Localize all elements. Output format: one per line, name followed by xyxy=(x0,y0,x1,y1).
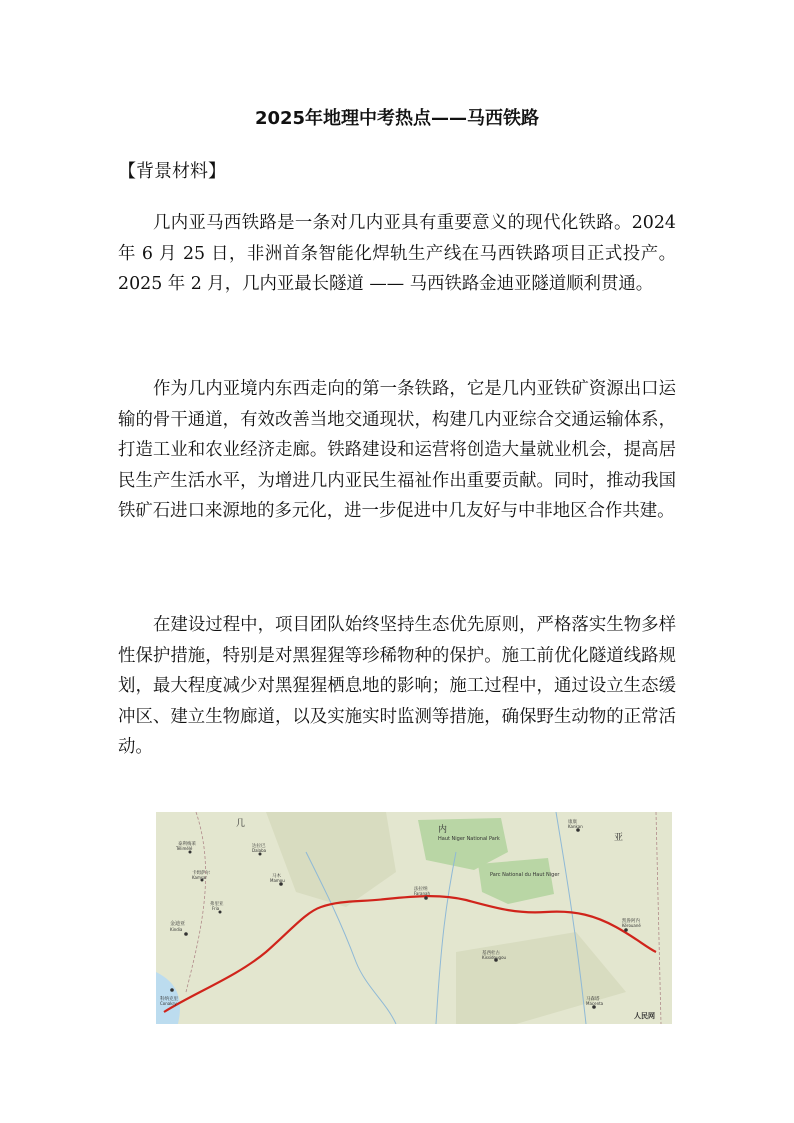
svg-text:Fria: Fria xyxy=(212,906,220,911)
svg-text:Kindia: Kindia xyxy=(170,927,183,932)
svg-text:弗里亚: 弗里亚 xyxy=(210,902,224,907)
svg-text:金迪亚: 金迪亚 xyxy=(170,921,186,927)
park-label: Haut Niger National Park xyxy=(438,836,500,842)
svg-text:马木: 马木 xyxy=(272,874,281,879)
park-label: Parc National du Haut Niger xyxy=(490,872,560,878)
svg-text:法拉纳: 法拉纳 xyxy=(414,887,428,892)
country-char: 几 xyxy=(236,819,246,829)
watermark-logo: 人民网 xyxy=(634,1012,655,1020)
svg-text:Dalaba: Dalaba xyxy=(252,848,267,853)
section-heading: 【背景材料】 xyxy=(118,161,226,182)
svg-text:Faranah: Faranah xyxy=(414,891,431,896)
svg-text:卡姆萨尔: 卡姆萨尔 xyxy=(192,871,210,876)
paragraph-1: 几内亚马西铁路是一条对几内亚具有重要意义的现代化铁路。2024 年 6 月 25 日，非洲首条智能化焊轨生产线在马西铁路项目正式投产。2025 年 2 月，几内亚最长隧道 —— 马西铁路金迪亚隧道顺利贯通。 xyxy=(118,213,676,294)
svg-text:Macenta: Macenta xyxy=(586,1001,604,1006)
svg-text:达拉巴: 达拉巴 xyxy=(252,844,266,849)
svg-text:Kissidougou: Kissidougou xyxy=(482,955,507,960)
railway-map xyxy=(156,812,672,1024)
country-char: 亚 xyxy=(614,833,624,843)
svg-text:Kamsar: Kamsar xyxy=(192,875,208,880)
svg-text:科纳克里: 科纳克里 xyxy=(160,997,178,1002)
document-title: 2025年地理中考热点——马西铁路 xyxy=(254,108,540,129)
svg-text:康康: 康康 xyxy=(568,820,577,825)
svg-text:Kérouané: Kérouané xyxy=(622,923,641,928)
svg-text:凯鲁阿内: 凯鲁阿内 xyxy=(622,919,640,924)
paragraph-2: 作为几内亚境内东西走向的第一条铁路，它是几内亚铁矿资源出口运输的骨干通道，有效改善当地交通现状，构建几内亚综合交通运输体系，打造工业和农业经济走廊。铁路建设和运营将创造大量就业机会，提高居民生产生活水平，为增进几内亚民生福祉作出重要贡献。同时，推动我国铁矿石进口来源地的多元化，进一步促进中几友好与中非地区合作共建。 xyxy=(118,379,676,521)
svg-text:Conakry: Conakry xyxy=(160,1001,177,1006)
svg-text:基西杜古: 基西杜古 xyxy=(482,951,500,956)
railway-map-svg xyxy=(156,812,672,1024)
svg-text:Kankan: Kankan xyxy=(568,824,583,829)
paragraph-3: 在建设过程中，项目团队始终坚持生态优先原则，严格落实生物多样性保护措施，特别是对黑猩猩等珍稀物种的保护。施工前优化隧道线路规划，最大程度减少对黑猩猩栖息地的影响；施工过程中，通过设立生态缓冲区、建立生物廊道，以及实施实时监测等措施，确保野生动物的正常活动。 xyxy=(118,615,676,757)
country-char: 内 xyxy=(438,825,448,835)
svg-text:Mamou: Mamou xyxy=(270,878,285,883)
svg-text:泰利梅莱: 泰利梅莱 xyxy=(178,842,196,847)
svg-text:马森塔: 马森塔 xyxy=(586,997,600,1002)
svg-text:Télimélé: Télimélé xyxy=(176,846,193,851)
